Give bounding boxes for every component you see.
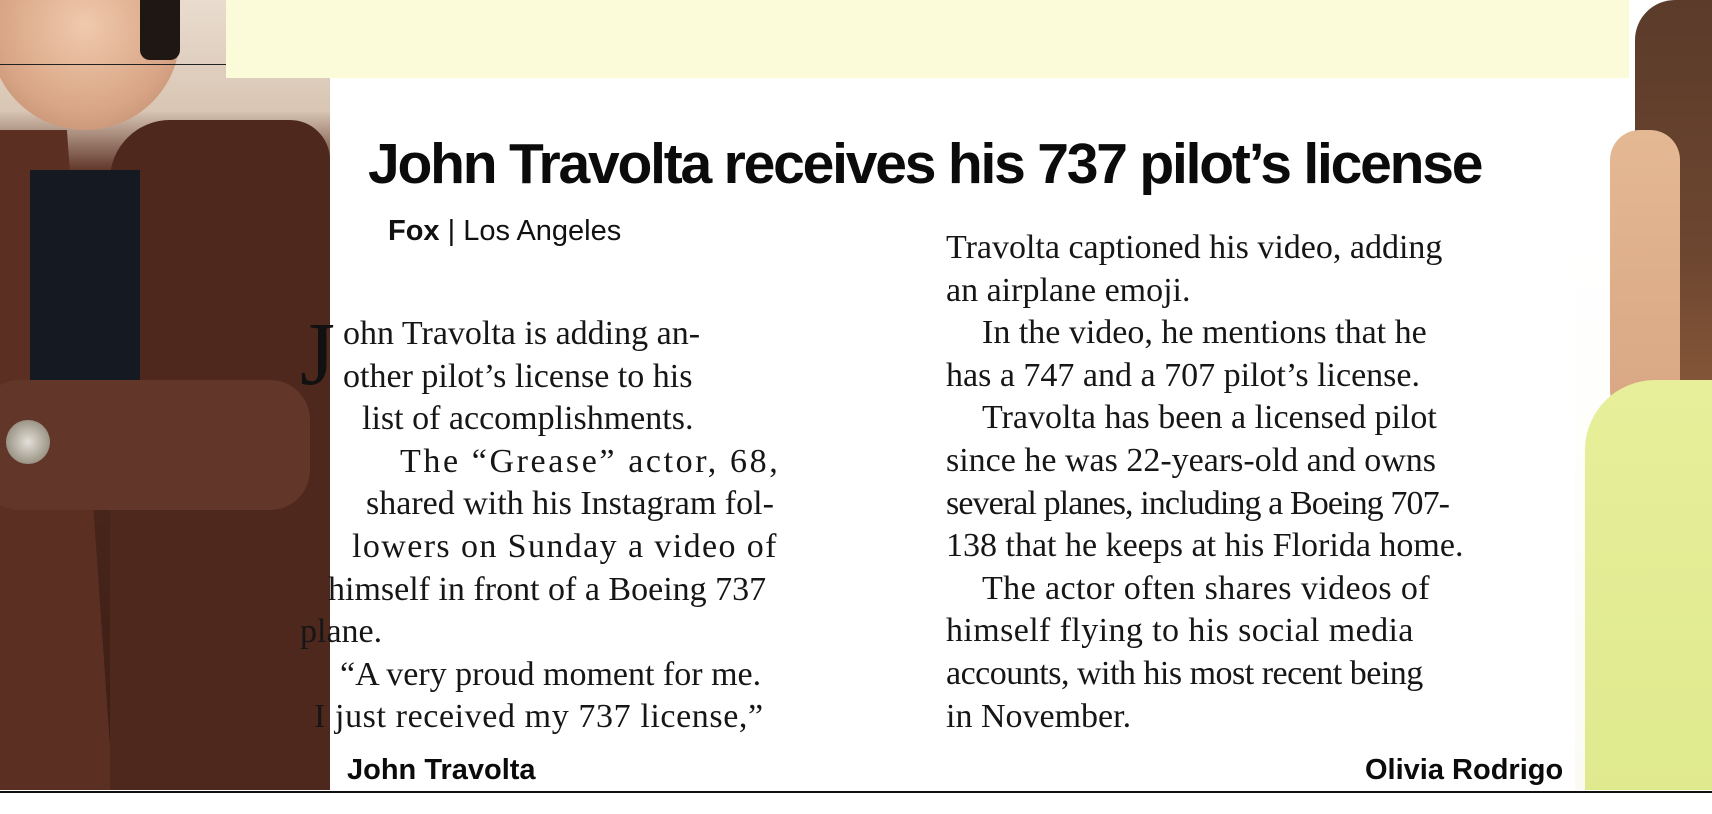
top-divider [0, 64, 226, 65]
body-line: In the video, he mentions that he [982, 314, 1427, 352]
body-line: other pilot’s license to his [343, 357, 693, 395]
body-line: list of accomplishments. [362, 400, 694, 438]
article-column-2 [946, 227, 1586, 738]
byline-location: Los Angeles [463, 215, 622, 247]
body-line: “A very proud moment for me. [340, 655, 762, 693]
body-line: Travolta captioned his video, adding [946, 229, 1443, 266]
wristwatch-shape [6, 420, 50, 464]
olivia-rodrigo-photo [1575, 0, 1712, 790]
article-column-1 [300, 305, 920, 739]
photo-caption-right: Olivia Rodrigo [1365, 754, 1564, 786]
byline-source: Fox [388, 215, 440, 247]
body-line: ohn Travolta is adding an- [343, 315, 701, 352]
drop-cap: J [300, 305, 336, 404]
headline: John Travolta receives his 737 pilot’s license [368, 132, 1482, 196]
body-line: 138 that he keeps at his Florida home. [946, 527, 1464, 565]
body-line: plane. [300, 613, 383, 651]
body-line: lowers on Sunday a video of [352, 527, 778, 565]
body-line: Travolta has been a licensed pilot [982, 399, 1437, 437]
body-line: himself in front of a Boeing 737 [328, 570, 767, 608]
body-line: I just received my 737 license,” [314, 698, 764, 736]
body-line: an airplane emoji. [946, 271, 1191, 309]
john-travolta-photo [0, 0, 330, 790]
body-line: accounts, with his most recent being [946, 654, 1423, 692]
photo-caption-left: John Travolta [347, 754, 536, 786]
body-line: The actor often shares videos of [982, 569, 1431, 607]
body-line: several planes, including a Boeing 707- [946, 484, 1450, 522]
body-line: in November. [946, 697, 1132, 735]
arm-shape [1610, 130, 1680, 420]
dress-shape [1585, 380, 1712, 790]
body-line: since he was 22-years-old and owns [946, 441, 1437, 479]
top-banner [226, 0, 1629, 78]
body-line: has a 747 and a 707 pilot’s license. [946, 356, 1421, 394]
byline [388, 214, 621, 248]
bottom-divider [0, 791, 1712, 793]
hair-shape [140, 0, 180, 60]
body-line: himself flying to his social media [946, 612, 1414, 650]
body-line: shared with his Instagram fol- [366, 485, 774, 523]
byline-separator: | [447, 215, 456, 247]
body-line: The “Grease” actor, 68, [400, 442, 781, 480]
